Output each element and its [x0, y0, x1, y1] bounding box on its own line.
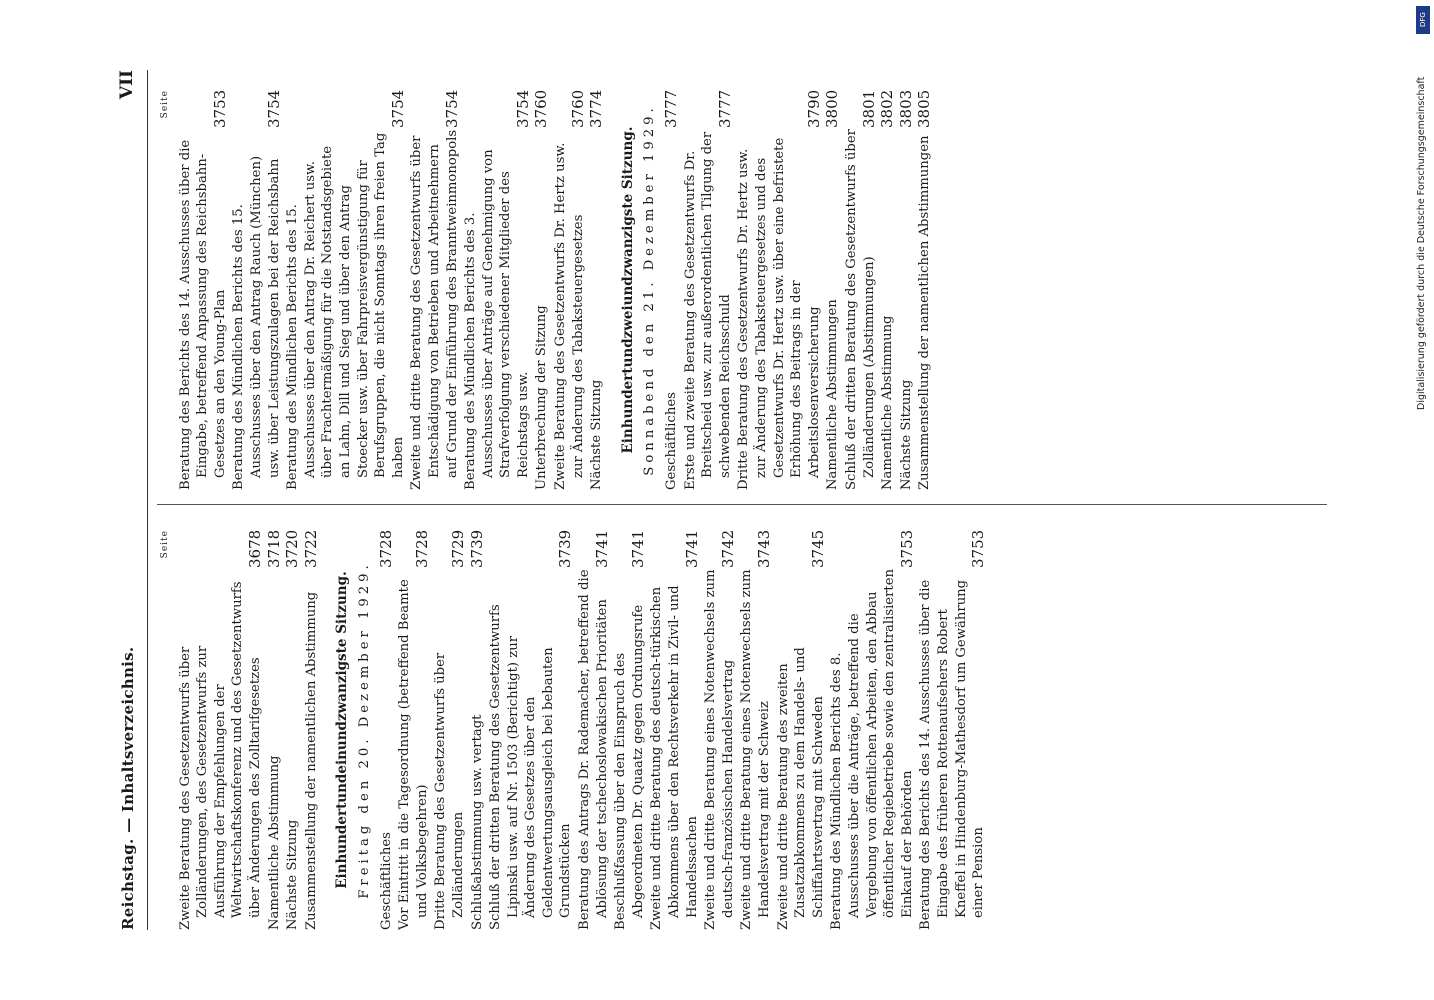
toc-entry	[648, 530, 701, 930]
left-session-date: Freitag den 20. Dezember 1929.	[356, 561, 372, 899]
page-number: VII	[117, 70, 137, 100]
toc-entry	[735, 90, 823, 490]
toc-entry-text: Geschäftliches	[664, 392, 680, 490]
left-session-heading: Einhundertundeinundzwanzigste Sitzung.	[334, 571, 351, 889]
toc-entry-page: 3803	[896, 89, 915, 128]
toc-entry-page: 3760	[568, 89, 587, 128]
toc-entry-text: Zweite und dritte Beratung eines Notenwechsels zum deutsch-französischen Handelsvertrag	[703, 569, 736, 930]
toc-entry	[396, 530, 431, 930]
toc-entry	[879, 90, 897, 490]
toc-entry	[738, 530, 773, 930]
toc-entry	[612, 530, 647, 930]
toc-entry-page: 3805	[915, 89, 934, 128]
toc-entry-text: Namentliche Abstimmung	[266, 755, 282, 930]
seite-label-right: Seite	[160, 90, 170, 119]
toc-entry	[552, 90, 587, 490]
toc-entry-page: 3741	[592, 529, 611, 568]
toc-entry	[378, 530, 396, 930]
toc-entry-page: 3742	[718, 529, 737, 568]
toc-entry-text: Namentliche Abstimmung	[880, 315, 896, 490]
right-session-date: Sonnabend den 21. Dezember 1929.	[642, 104, 658, 476]
toc-entry-text: Nächste Sitzung	[589, 379, 605, 490]
toc-entry-text: Schlußabstimmung usw. vertagt	[469, 714, 485, 930]
toc-entry-page: 3741	[628, 529, 647, 568]
toc-entry-page: 3753	[897, 529, 916, 568]
toc-entry	[303, 530, 321, 930]
toc-entry-text: Nächste Sitzung	[898, 379, 914, 490]
toc-entry	[284, 90, 407, 490]
toc-entry-text: Zusammenstellung der namentlichen Abstimmungen	[917, 135, 933, 490]
toc-entry-text: Zweite Beratung des Gesetzentwurfs über Zolländerungen, des Gesetzentwurfs zur Ausführung der Empfehlungen der Weltwirtschaftskonferenz und des Gesetzentwurfs über Änderungen des Zolltarifgesetzes	[177, 581, 263, 930]
toc-entry	[702, 530, 737, 930]
toc-entry-text: Geschäftliches	[378, 832, 394, 930]
toc-entry	[408, 90, 461, 490]
toc-entry-text: Nächste Sitzung	[285, 819, 301, 930]
toc-entry-page: 3743	[755, 529, 773, 568]
dfg-badge: DFG	[1416, 6, 1430, 34]
page-header	[117, 70, 143, 930]
dfg-credit: Digitalisierung gefördert durch die Deutsche Forschungsgemeinschaft	[1416, 76, 1427, 410]
toc-entry-page: 3802	[878, 89, 897, 128]
toc-entry	[533, 90, 551, 490]
toc-entry	[663, 90, 681, 490]
header-title: Reichstag. — Inhaltsverzeichnis.	[119, 646, 137, 930]
toc-entry-page: 3718	[264, 529, 283, 568]
toc-entry	[828, 530, 916, 930]
column-divider	[157, 504, 1327, 505]
rotated-page	[117, 0, 1017, 930]
toc-entry	[775, 530, 828, 930]
toc-entry-text: Dritte Beratung des Gesetzentwurfs über Zolländerungen	[433, 652, 466, 930]
toc-entry-page: 3753	[210, 89, 229, 128]
toc-entry-text: Zweite und dritte Beratung des zweiten Zusatzabkommens zu dem Handels- und Schiffahrtsvertrag mit Schweden	[775, 647, 826, 930]
toc-entry	[432, 530, 467, 930]
toc-entry-text: Beratung des Antrags Dr. Rademacher, betreffend die Ablösung der tschechoslowakischen Prioritäten	[577, 569, 610, 930]
header-rule	[147, 70, 148, 930]
toc-entry-page: 3777	[662, 89, 681, 128]
toc-entry-page: 3722	[301, 529, 320, 568]
toc-entry-page: 3754	[513, 89, 532, 128]
toc-entry-page: 3678	[245, 529, 264, 568]
toc-entry-page: 3800	[823, 89, 842, 128]
toc-entry-text: Schluß der dritten Beratung des Gesetzentwurfs Lipinski usw. auf Nr. 1503 (Berichtigt) zur Änderung des Gesetzes über den Geldentwertungsausgleich bei bebauten Grundstücken	[488, 604, 574, 930]
right-column	[157, 90, 935, 490]
toc-entry-page: 3760	[532, 89, 551, 128]
toc-entry	[177, 90, 230, 490]
toc-entry-page: 3774	[587, 89, 606, 128]
toc-entry-page: 3753	[969, 529, 988, 568]
right-entries-a	[177, 90, 606, 490]
toc-entry-page: 3801	[859, 89, 878, 128]
toc-entry-text: Beratung des Mündlichen Berichts des 15. Ausschusses über den Antrag Dr. Reichert usw. über Frachtermäßigung für die Notstandsgebiete an Lahn, Dill und Sieg und über den Antrag Stoecker usw. über Fahrpreisvergünstigung für Berufsgruppen, die nicht Sonntags ihren freien Tag haben	[285, 132, 406, 490]
toc-entry	[898, 90, 916, 490]
toc-entry-page: 3790	[804, 89, 823, 128]
toc-entry-text: Beratung des Mündlichen Berichts des 3. Ausschusses über Anträge auf Genehmigung von Strafverfolgung verschiedener Mitglieder des Reichstags usw.	[463, 149, 531, 490]
right-entries-b	[663, 90, 934, 490]
toc-entry	[177, 530, 265, 930]
toc-entry-text: Zweite und dritte Beratung eines Notenwechsels zum Handelsvertrag mit der Schweiz	[739, 569, 772, 930]
toc-entry	[576, 530, 611, 930]
toc-entry-text: Beratung des Berichts des 14. Ausschusses über die Eingabe, betreffend Anpassung des Reichsbahn-Gesetzes an den Young-Plan	[177, 139, 228, 490]
toc-entry-page: 3720	[283, 529, 302, 568]
toc-entry	[462, 90, 532, 490]
toc-entry-page: 3754	[264, 89, 283, 128]
toc-entry	[682, 90, 735, 490]
toc-entry	[824, 90, 842, 490]
digitization-sidebar	[1414, 0, 1434, 1000]
toc-entry-page: 3729	[448, 529, 467, 568]
toc-entry-text: Beschlußfassung über den Einspruch des Abgeordneten Dr. Quaatz gegen Ordnungsrufe	[613, 604, 646, 930]
toc-entry-text: Schluß der dritten Beratung des Gesetzentwurfs über Zolländerungen (Abstimmungen)	[843, 129, 877, 490]
toc-entry-text: Zweite und dritte Beratung des Gesetzentwurfs über Entschädigung von Betrieben und Arbeitnehmern auf Grund der Einführung des Branntweinmonopols	[409, 129, 460, 490]
toc-entry-text: Erste und zweite Beratung des Gesetzentwurfs Dr. Breitscheid usw. zur außerordentlichen Tilgung der schwebenden Reichsschuld	[682, 131, 733, 490]
toc-entry-page: 3745	[808, 529, 827, 568]
toc-entry	[487, 530, 575, 930]
toc-entry	[588, 90, 606, 490]
left-entries-b	[378, 530, 988, 930]
toc-entry	[917, 530, 987, 930]
toc-entry-page: 3754	[442, 89, 461, 128]
toc-entry-text: Beratung des Mündlichen Berichts des 8. Ausschusses über die Anträge, betreffend die Vergebung von öffentlichen Arbeiten, den Abbau öffentlicher Regiebetriebe sowie den zentralisierten Einkauf der Behörden	[829, 568, 915, 930]
toc-entry-text: Unterbrechung der Sitzung	[534, 305, 550, 490]
toc-entry-page: 3739	[556, 529, 575, 568]
right-session-heading: Einhundertundzweiundzwanzigste Sitzung.	[619, 126, 636, 454]
toc-entry-page: 3739	[467, 529, 486, 568]
toc-entry-page: 3728	[412, 529, 431, 568]
seite-label-left: Seite	[160, 530, 170, 559]
toc-entry-page: 3754	[388, 89, 407, 128]
toc-entry-page: 3728	[376, 529, 395, 568]
toc-entry	[266, 530, 284, 930]
toc-entry-text: Namentliche Abstimmungen	[825, 299, 841, 490]
toc-entry-text: Zweite Beratung des Gesetzentwurfs Dr. Hertz usw. zur Änderung des Tabaksteuergesetzes	[553, 142, 586, 490]
toc-entry	[469, 530, 487, 930]
page-inner	[117, 70, 1347, 930]
left-column	[157, 530, 989, 930]
toc-entry-page: 3741	[682, 529, 701, 568]
toc-entry	[916, 90, 934, 490]
toc-entry-text: Dritte Beratung des Gesetzentwurfs Dr. Hertz usw. zur Änderung des Tabaksteuergesetzes und des Gesetzentwurfs Dr. Hertz usw. über eine befristete Erhöhung des Beitrags in der Arbeitslosenversicherung	[736, 137, 822, 490]
toc-entry-text: Beratung des Mündlichen Berichts des 15. Ausschusses über den Antrag Rauch (München) usw. über Leistungszulagen bei der Reichsbahn	[231, 155, 282, 490]
toc-entry	[284, 530, 302, 930]
toc-entry-text: Zweite und dritte Beratung des deutsch-türkischen Abkommens über den Rechtsverkehr in Zivil- und Handelssachen	[649, 585, 700, 930]
toc-entry	[230, 90, 283, 490]
left-entries-a	[177, 530, 321, 930]
toc-entry-text: Vor Eintritt in die Tagesordnung (betreffend Beamte und Volksbegehren)	[397, 579, 430, 930]
toc-entry-page: 3777	[715, 89, 734, 128]
toc-entry	[843, 90, 878, 490]
toc-entry-text: Beratung des Berichts des 14. Ausschusses über die Eingabe des früheren Rottenaufsehers Robert Kneffel in Hindenburg-Mathesdorf um Gewährung einer Pension	[918, 579, 987, 930]
toc-entry-text: Zusammenstellung der namentlichen Abstimmung	[303, 591, 319, 930]
